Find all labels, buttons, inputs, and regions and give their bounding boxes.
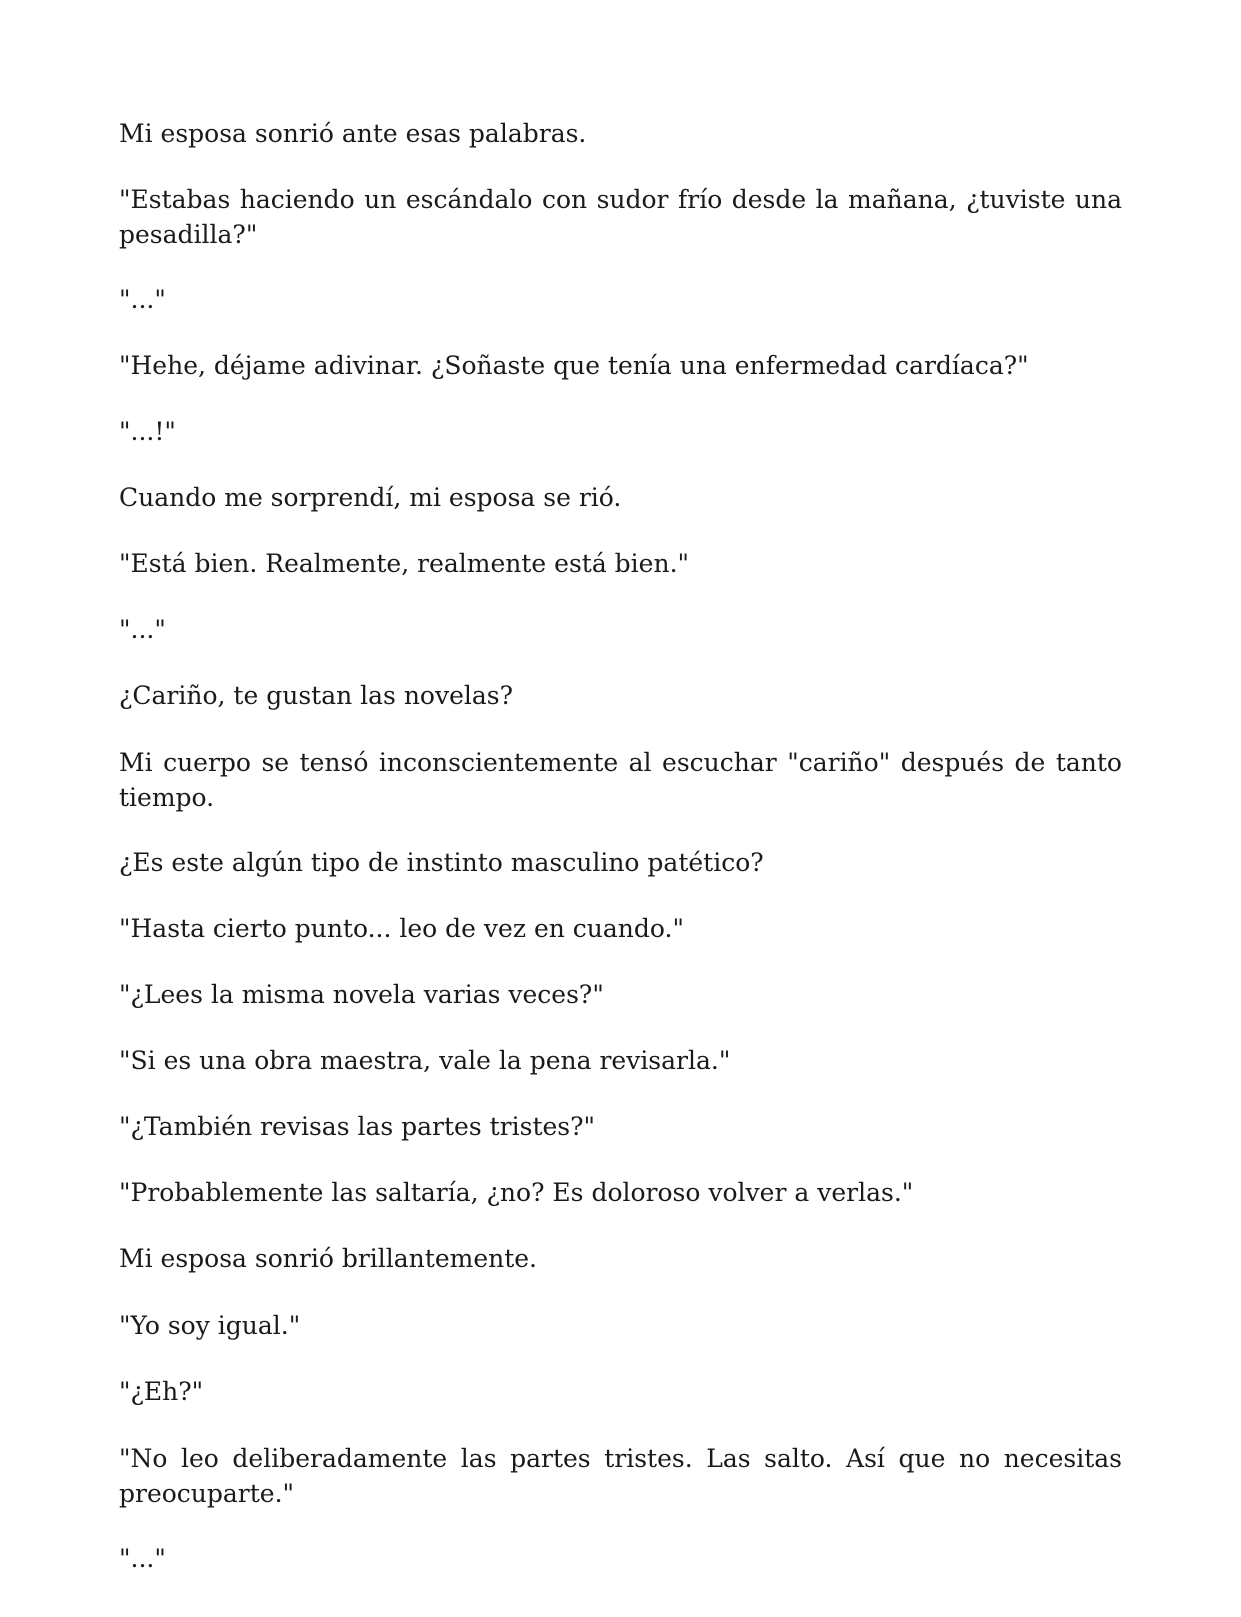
paragraph: ¿Cariño, te gustan las novelas? [119, 681, 514, 710]
paragraph: Mi cuerpo se tensó inconscientemente al escuchar "cariño" después de tanto tiempo. [119, 748, 1122, 812]
paragraph: "..." [119, 615, 166, 644]
paragraph: "Si es una obra maestra, vale la pena revisarla." [119, 1046, 731, 1075]
paragraph: Cuando me sorprendí, mi esposa se rió. [119, 483, 622, 512]
paragraph: Mi esposa sonrió ante esas palabras. [119, 119, 587, 148]
paragraph: "Hehe, déjame adivinar. ¿Soñaste que tenía una enfermedad cardíaca?" [119, 351, 1029, 380]
paragraph: "No leo deliberadamente las partes tristes. Las salto. Así que no necesitas preocuparte." [119, 1444, 1122, 1508]
paragraph: "¿Eh?" [119, 1377, 204, 1406]
paragraph: "¿También revisas las partes tristes?" [119, 1112, 596, 1141]
paragraph: "Hasta cierto punto... leo de vez en cuando." [119, 914, 684, 943]
paragraph: "¿Lees la misma novela varias veces?" [119, 980, 604, 1009]
paragraph: ¿Es este algún tipo de instinto masculino patético? [119, 848, 764, 877]
paragraph: "Probablemente las saltaría, ¿no? Es doloroso volver a verlas." [119, 1178, 914, 1207]
paragraph: "Estabas haciendo un escándalo con sudor frío desde la mañana, ¿tuviste una pesadilla?" [119, 185, 1122, 249]
paragraph: "Yo soy igual." [119, 1311, 301, 1340]
paragraph: Mi esposa sonrió brillantemente. [119, 1244, 538, 1273]
paragraph: "..." [119, 285, 166, 314]
paragraph: "Está bien. Realmente, realmente está bien." [119, 549, 690, 578]
paragraph: "..." [119, 1544, 166, 1573]
paragraph: "...!" [119, 417, 176, 446]
